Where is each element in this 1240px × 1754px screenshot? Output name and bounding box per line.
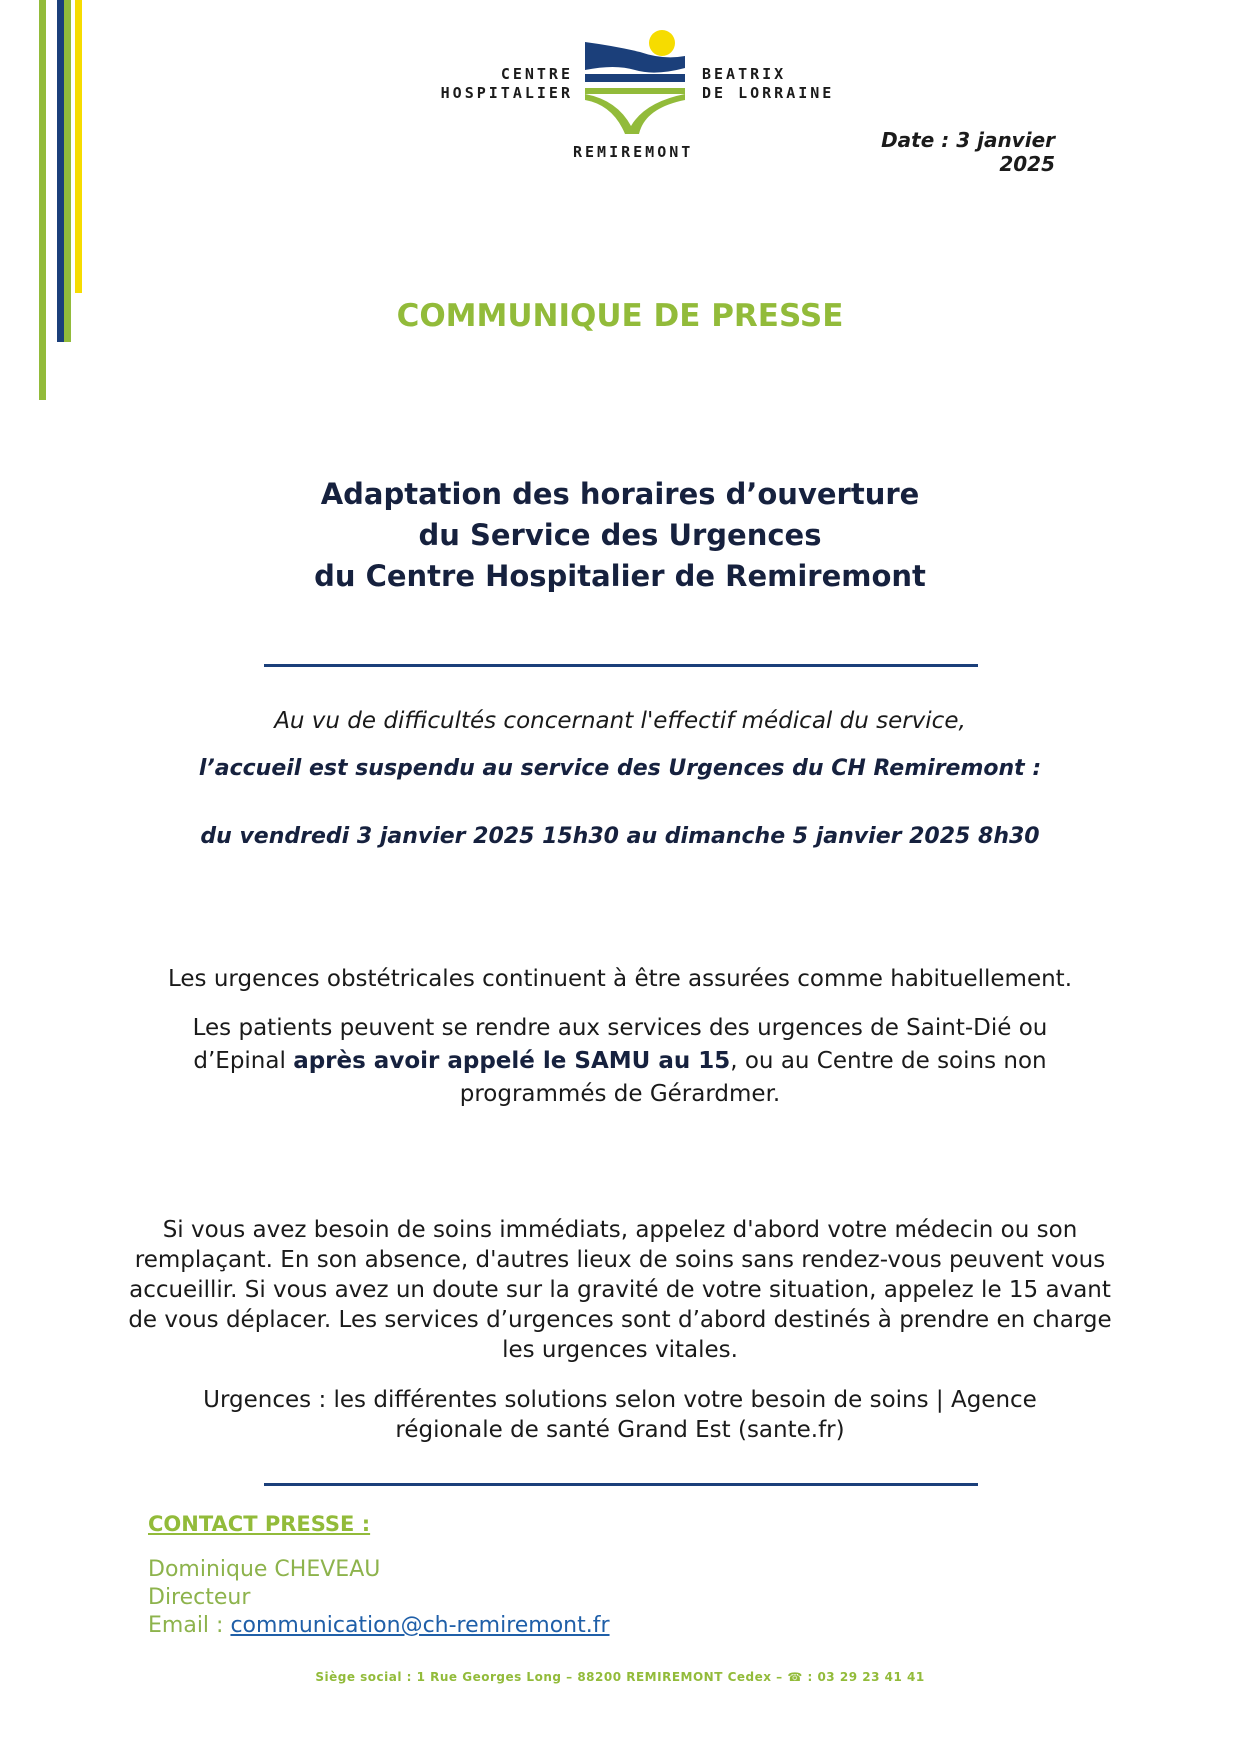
contact-name: Dominique CHEVEAU: [148, 1557, 381, 1582]
phone-icon: ☎: [787, 1670, 803, 1684]
paragraph-alternatives-end: , ou au Centre de soins non programmés de Gérardmer.: [459, 1048, 1047, 1107]
footer-address: [0, 1670, 1240, 1684]
logo-text-right: [702, 65, 834, 103]
logo-text-left: [430, 65, 573, 103]
notice-intro: Au vu de difficultés concernant l'effectif médical du service,: [274, 708, 966, 734]
paragraph-obstetrics: Les urgences obstétricales continuent à être assurées comme habituellement.: [167, 966, 1073, 992]
paragraph-alternatives-start: Les patients peuvent se rendre aux services des urgences de Saint-Dié ou d’Epinal: [192, 1015, 1048, 1074]
logo-left-line1: CENTRE: [500, 65, 573, 83]
decorative-bar-yellow: [75, 0, 82, 293]
contact-email-row: [148, 1612, 610, 1640]
main-title-line1: Adaptation des horaires d’ouverture: [320, 477, 920, 511]
logo-left-line2: HOSPITALIER: [440, 84, 573, 102]
main-title-line2: du Service des Urgences: [418, 518, 822, 552]
samu-instruction: après avoir appelé le SAMU au 15: [293, 1048, 731, 1074]
footer-address-text: Siège social : 1 Rue Georges Long – 88200 REMIREMONT Cedex –: [315, 1670, 788, 1684]
paragraph-ars-reference: Urgences : les différentes solutions selon votre besoin de soins | Agence régionale de santé Grand Est (sante.fr): [203, 1387, 1037, 1443]
paragraph-advice: Si vous avez besoin de soins immédiats, appelez d'abord votre médecin ou son remplaçant. En son absence, d'autres lieux de soins sans rendez-vous peuvent vous accueillir. Si vous avez un doute sur la gravité de votre situation, appelez le 15 avant de vous déplacer. Les services d’urgences sont d’abord destinés à prendre en charge les urgences vitales.: [128, 1217, 1112, 1363]
contact-email-link[interactable]: communication@ch-remiremont.fr: [230, 1613, 610, 1638]
contact-role: Directeur: [148, 1585, 251, 1610]
contact-heading: CONTACT PRESSE :: [148, 1512, 371, 1536]
decorative-bar-green-right: [64, 0, 71, 342]
press-release-title: COMMUNIQUE DE PRESSE: [396, 298, 844, 334]
decorative-bar-green-left: [39, 0, 46, 400]
logo-right-line2: DE LORRAINE: [702, 84, 835, 102]
contact-email-label: Email :: [148, 1613, 231, 1638]
divider-top: [264, 664, 978, 667]
hospital-logo-icon: [585, 30, 685, 135]
logo-right-line1: BEATRIX: [702, 65, 787, 83]
decorative-bar-navy: [57, 0, 64, 342]
paragraph-alternatives: [170, 1012, 1070, 1111]
notice-dates: du vendredi 3 janvier 2025 15h30 au dimanche 5 janvier 2025 8h30: [200, 824, 1040, 849]
main-title: [0, 474, 1240, 597]
notice-suspension: l’accueil est suspendu au service des Urgences du CH Remiremont :: [198, 756, 1042, 781]
footer-phone: : 03 29 23 41 41: [807, 1670, 925, 1684]
divider-bottom: [264, 1483, 978, 1486]
document-date: Date : 3 janvier 2025: [881, 128, 1055, 176]
main-title-line3: du Centre Hospitalier de Remiremont: [314, 559, 926, 593]
logo-text-bottom: REMIREMONT: [573, 143, 694, 161]
